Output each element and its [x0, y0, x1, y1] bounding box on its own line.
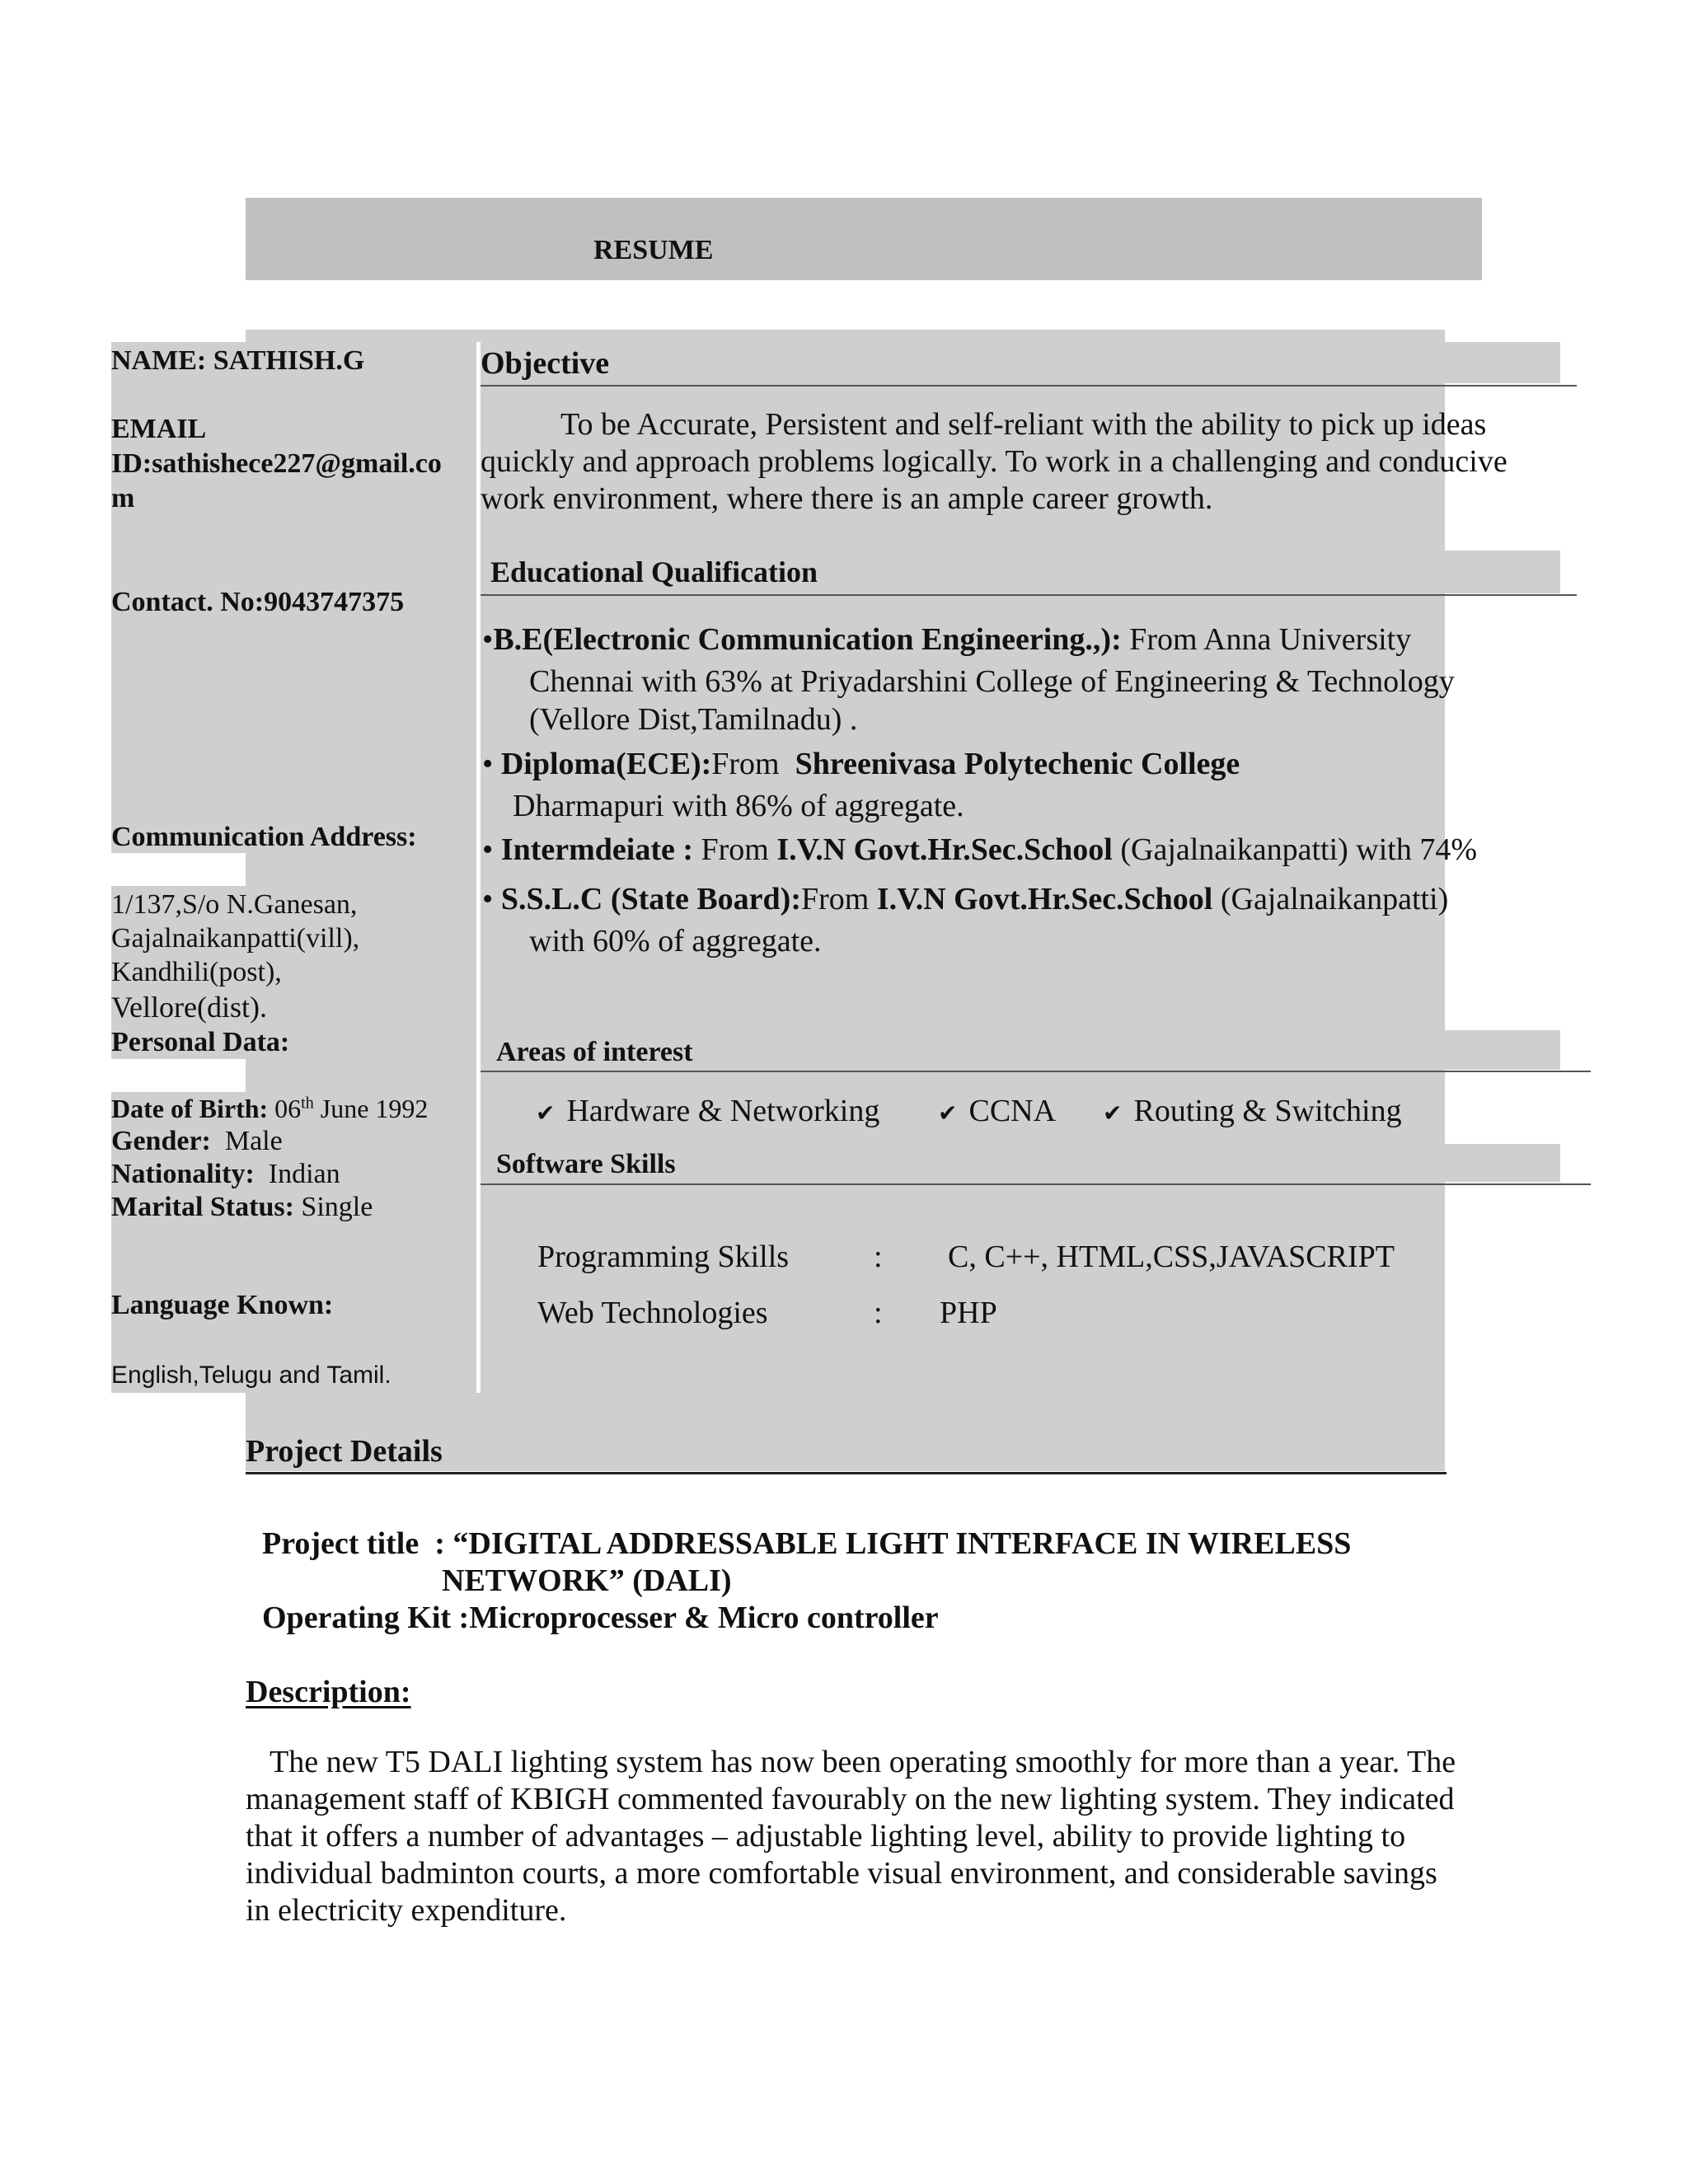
- nationality-value: Indian: [268, 1159, 340, 1189]
- kit-value: Microprocesser & Micro controller: [469, 1601, 939, 1635]
- edu-3-rest: From: [693, 832, 777, 867]
- objective-head-bg: [481, 342, 1560, 383]
- edu-1-line3: (Vellore Dist,Tamilnadu) .: [529, 702, 858, 737]
- nationality-row: [111, 1158, 340, 1191]
- operating-kit-row: [262, 1599, 939, 1637]
- page-title: RESUME: [593, 235, 714, 265]
- objective-heading: Objective: [481, 346, 610, 381]
- interest-label-1: Hardware & Networking: [566, 1094, 880, 1128]
- email-value-line2: m: [111, 483, 135, 513]
- marital-value: Single: [301, 1192, 373, 1222]
- edu-4-rest: From: [801, 882, 877, 916]
- email-value-line1: ID:sathishece227@gmail.co: [111, 448, 442, 479]
- edu-2-rest: From: [711, 747, 788, 781]
- dob-rest: June 1992: [320, 1094, 429, 1123]
- gender-label: Gender:: [111, 1126, 211, 1156]
- contact-number: Contact. No:9043747375: [111, 587, 405, 617]
- education-item-4: [482, 880, 1448, 918]
- edu-2-line2: Dharmapuri with 86% of aggregate.: [513, 789, 964, 823]
- address-line-1: 1/137,S/o N.Ganesan,: [111, 889, 358, 920]
- description-line-4: individual badminton courts, a more comfortable visual environment, and considerable savings: [246, 1856, 1437, 1891]
- software-heading: Software Skills: [496, 1149, 676, 1179]
- languages-value: English,Telugu and Tamil.: [111, 1361, 392, 1389]
- project-heading: Project Details: [246, 1434, 443, 1469]
- skill-value-1: C, C++, HTML,CSS,JAVASCRIPT: [948, 1240, 1395, 1274]
- edu-4-degree: S.S.L.C (State Board):: [500, 882, 801, 916]
- interest-item-3: [1103, 1092, 1402, 1132]
- project-title-sep: : “: [434, 1526, 469, 1561]
- bullet-2: •: [482, 747, 494, 781]
- objective-line-2: quickly and approach problems logically. To work in a challenging and conducive: [481, 444, 1507, 479]
- description-line-5: in electricity expenditure.: [246, 1893, 567, 1928]
- language-heading: Language Known:: [111, 1290, 334, 1320]
- marital-row: [111, 1191, 373, 1224]
- interests-heading: Areas of interest: [496, 1037, 693, 1067]
- interest-label-3: Routing & Switching: [1133, 1094, 1402, 1128]
- nationality-label: Nationality:: [111, 1159, 255, 1189]
- interest-item-2: [938, 1092, 1056, 1132]
- education-heading: Educational Qualification: [490, 555, 818, 588]
- check-icon: ✔: [938, 1099, 958, 1127]
- project-title-label: Project title: [262, 1526, 420, 1561]
- edu-4-line2: with 60% of aggregate.: [529, 924, 822, 958]
- project-title-line2: NETWORK” (DALI): [442, 1563, 732, 1598]
- address-heading: Communication Address:: [111, 822, 417, 852]
- edu-2-college: Shreenivasa Polytechenic College: [795, 747, 1240, 781]
- edu-4-school: I.V.N Govt.Hr.Sec.School: [876, 882, 1213, 916]
- skill-value-2: PHP: [940, 1296, 997, 1330]
- interest-item-1: [536, 1092, 879, 1132]
- description-line-2: management staff of KBIGH commented favourably on the new lighting system. They indicated: [246, 1782, 1455, 1816]
- edu-3-degree: Intermdeiate :: [500, 832, 694, 867]
- education-rule: [481, 594, 1577, 596]
- project-rule: [246, 1472, 1447, 1474]
- description-line-3: that it offers a number of advantages – adjustable lighting level, ability to provide lighting to: [246, 1819, 1406, 1854]
- dob-day: 06: [274, 1094, 302, 1123]
- education-item-3: [482, 831, 1477, 869]
- marital-label: Marital Status:: [111, 1192, 294, 1222]
- objective-line-1: To be Accurate, Persistent and self-reliant with the ability to pick up ideas: [560, 407, 1487, 442]
- email-label: EMAIL: [111, 414, 207, 444]
- software-rule: [481, 1183, 1591, 1185]
- edu-3-school: I.V.N Govt.Hr.Sec.School: [776, 832, 1113, 867]
- edu-2-degree: Diploma(ECE):: [500, 747, 712, 781]
- interest-label-2: CCNA: [968, 1094, 1057, 1128]
- interests-rule: [481, 1071, 1591, 1072]
- education-item-2: [482, 745, 1240, 783]
- address-line-4: Vellore(dist).: [111, 991, 267, 1024]
- edu-3-rest2: (Gajalnaikanpatti) with 74%: [1112, 832, 1477, 867]
- check-icon: ✔: [1103, 1099, 1123, 1127]
- skill-colon-1: :: [874, 1240, 883, 1274]
- edu-4-rest2: (Gajalnaikanpatti): [1212, 882, 1449, 916]
- bullet-3: •: [482, 832, 494, 867]
- candidate-name: NAME: SATHISH.G: [111, 345, 365, 376]
- edu-1-degree: B.E(Electronic Communication Engineering.,):: [493, 622, 1122, 657]
- personal-heading: Personal Data:: [111, 1027, 290, 1057]
- gender-row: [111, 1125, 283, 1158]
- edu-1-line2: Chennai with 63% at Priyadarshini College of Engineering & Technology: [529, 664, 1455, 699]
- dob-row: [111, 1092, 428, 1125]
- dob-label: Date of Birth:: [111, 1094, 269, 1123]
- gender-value: Male: [224, 1126, 283, 1156]
- kit-label: Operating Kit :: [262, 1601, 470, 1635]
- project-title-line1: DIGITAL ADDRESSABLE LIGHT INTERFACE IN WIRELESS: [468, 1526, 1352, 1561]
- dob-sup: th: [301, 1094, 314, 1113]
- address-line-3: Kandhili(post),: [111, 957, 282, 987]
- description-heading: [246, 1673, 411, 1711]
- skill-colon-2: :: [874, 1296, 883, 1330]
- description-heading-text: Description:: [246, 1675, 411, 1709]
- objective-line-3: work environment, where there is an ample career growth.: [481, 481, 1213, 516]
- education-item-1: [482, 621, 1411, 658]
- skill-label-2: Web Technologies: [537, 1296, 768, 1330]
- bullet-1: •: [482, 622, 494, 657]
- header-band: [246, 198, 1482, 280]
- check-icon: ✔: [536, 1099, 556, 1127]
- edu-1-rest: From Anna University: [1121, 622, 1412, 657]
- bullet-4: •: [482, 882, 494, 916]
- objective-rule: [481, 385, 1577, 387]
- address-line-2: Gajalnaikanpatti(vill),: [111, 923, 360, 954]
- skill-label-1: Programming Skills: [537, 1240, 790, 1274]
- project-title-row: [262, 1525, 1351, 1563]
- description-line-1: The new T5 DALI lighting system has now been operating smoothly for more than a year. The: [270, 1745, 1456, 1779]
